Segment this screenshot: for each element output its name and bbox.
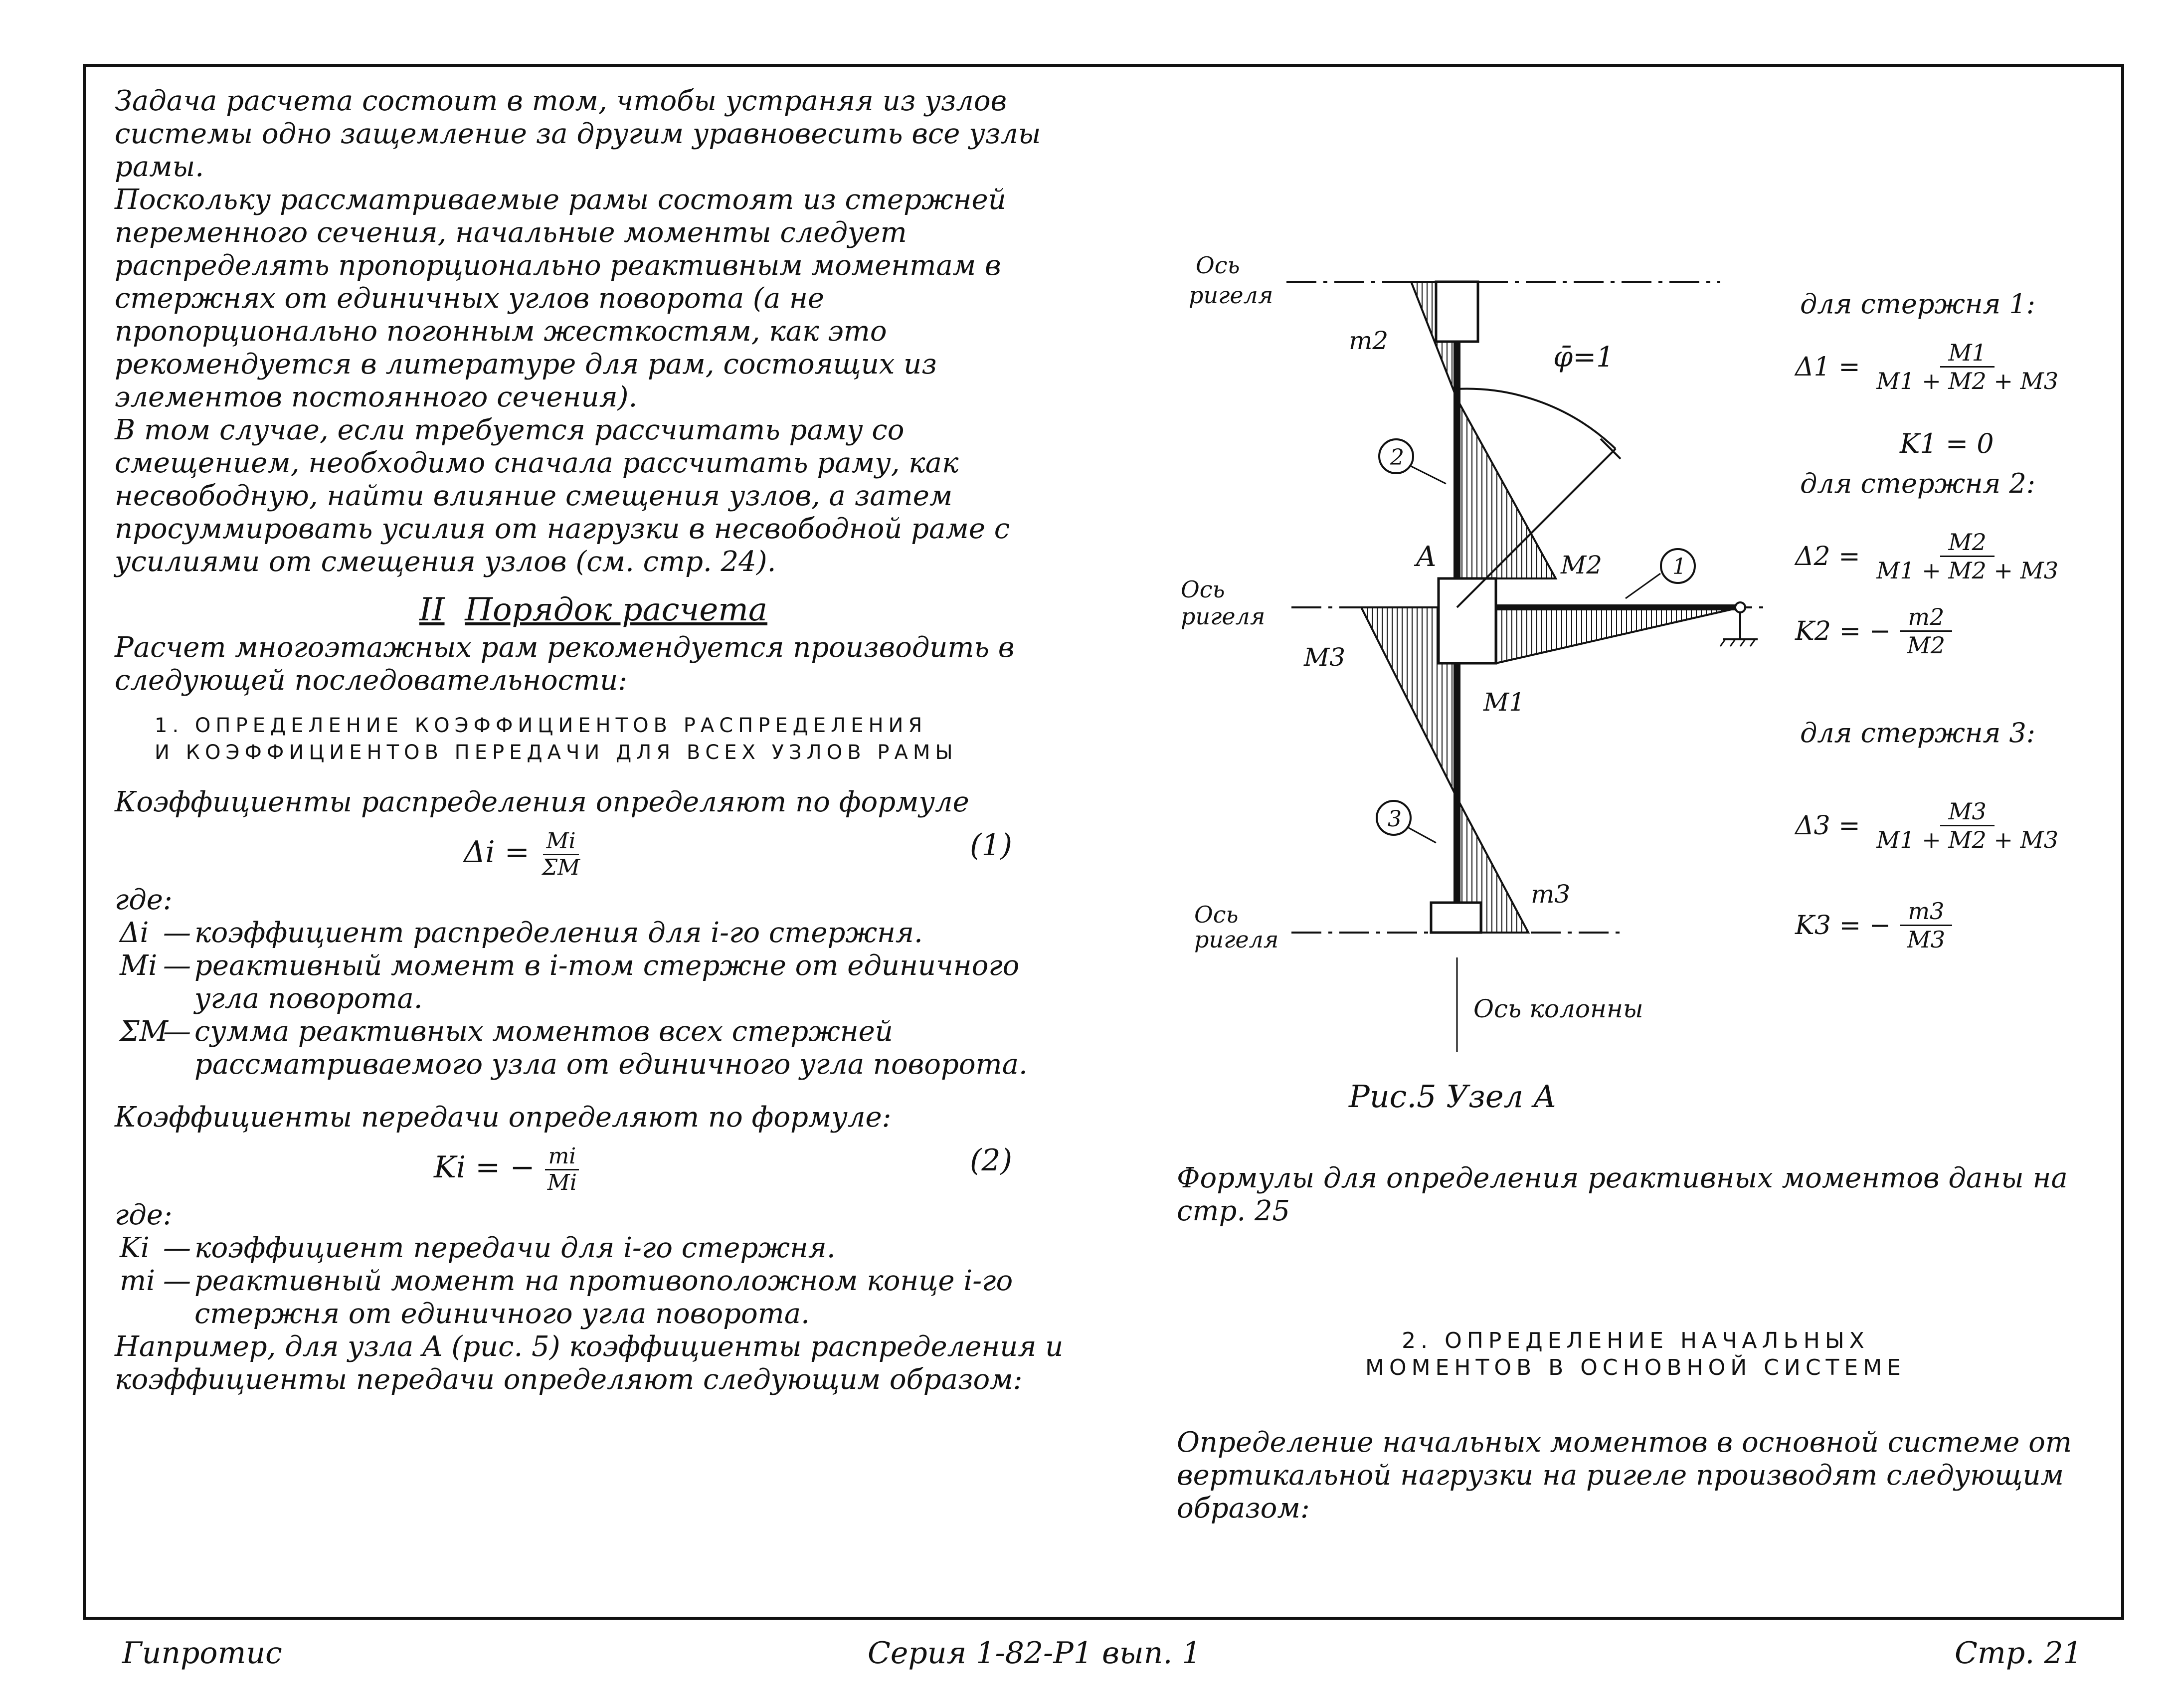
formula-1-numerator: Mi bbox=[543, 829, 578, 855]
definition-row: Ki — коэффициент передачи для i-го стержня. bbox=[120, 1232, 836, 1264]
rod-3-number: 3 bbox=[1388, 806, 1402, 832]
m2-label: M2 bbox=[1561, 551, 1603, 579]
rod-1-heading: для стержня 1: bbox=[1800, 288, 2035, 320]
moment-diagram-m2 bbox=[1457, 399, 1556, 578]
right-column-text bbox=[1177, 1162, 2094, 1525]
axis-label-bot-2: ригеля bbox=[1194, 926, 1279, 953]
m3-small-label: m3 bbox=[1531, 880, 1571, 909]
formula-2-fraction: $\frac{mi}{Mi}$ bbox=[545, 1144, 580, 1195]
top-joint bbox=[1436, 282, 1478, 342]
rod-3-heading: для стержня 3: bbox=[1800, 717, 2035, 749]
node-a-label: A bbox=[1416, 541, 1437, 573]
formula-2-number: (2) bbox=[970, 1143, 1012, 1178]
rod-1-number: 1 bbox=[1672, 554, 1686, 579]
footer-series: Серия 1-82-Р1 вып. 1 bbox=[868, 1636, 1201, 1671]
axis-label-top-1: Ось bbox=[1196, 252, 1240, 279]
rod-2-number: 2 bbox=[1390, 445, 1404, 470]
section-title: Порядок расчета bbox=[465, 591, 768, 628]
definition-row: mi — реактивный момент на противоположном конце i-го стержня от единичного угла поворота. bbox=[120, 1265, 1013, 1330]
footer-organization: Гипротис bbox=[122, 1636, 282, 1671]
variable-section-paragraph: Поскольку рассматриваемые рамы состоят из стержней переменного сечения, начальные моменты следует распределять пропорционально реактивным моментам в стержнях от единичных углов поворота (а не пропорционально погонным жесткостям, как это рекомендуется в литературе для рам, состоящих из элементов постоянного сечения). bbox=[115, 184, 1006, 413]
delta-3-formula: Δ3 = $\frac{M3}{M1 + M2 + M3}$ bbox=[1795, 798, 2058, 853]
definition-row: ΣM — сумма реактивных моментов всех стержней рассматриваемого узла от единичного угла поворота. bbox=[120, 1015, 1028, 1081]
footer-page: Стр. 21 bbox=[1955, 1636, 2082, 1671]
sway-paragraph: В том случае, если требуется рассчитать раму со смещением, необходимо сначала рассчитать раму, как несвободную, найти влияние смещения узлов, а затем просуммировать усилия от нагрузки в несвободной раме с усилиями от смещения узлов (см. стр. 24). bbox=[115, 414, 1010, 578]
distribution-intro: Коэффициенты распределения определяют по формуле bbox=[115, 786, 969, 818]
item1-heading-line1: 1. ОПРЕДЕЛЕНИЕ КОЭФФИЦИЕНТОВ РАСПРЕДЕЛЕНИЯ bbox=[155, 714, 927, 737]
where-label-1: где: bbox=[115, 884, 173, 916]
phi-label: φ̄=1 bbox=[1553, 341, 1614, 374]
pin-support bbox=[1735, 602, 1745, 612]
k3-formula: K3 = − $\frac{m3}{M3}$ bbox=[1795, 898, 1953, 953]
moment-diagram-m1 bbox=[1496, 607, 1740, 663]
example-paragraph: Например, для узла A (рис. 5) коэффициенты распределения и коэффициенты передачи определяют следующим образом: bbox=[115, 1330, 1064, 1396]
k2-formula: K2 = − $\frac{m2}{M2}$ bbox=[1795, 603, 1953, 659]
delta-1-formula: Δ1 = $\frac{M1}{M1 + M2 + M3}$ bbox=[1795, 339, 2058, 394]
delta-2-formula: Δ2 = $\frac{M2}{M1 + M2 + M3}$ bbox=[1795, 529, 2058, 584]
figure-caption: Рис.5 Узел А bbox=[1349, 1078, 1557, 1115]
item1-heading-line2: И КОЭФФИЦИЕНТОВ ПЕРЕДАЧИ ДЛЯ ВСЕХ УЗЛОВ РАМЫ bbox=[155, 741, 958, 764]
section-number: II bbox=[419, 591, 445, 628]
column-axis-label: Ось колонны bbox=[1473, 994, 1643, 1023]
axis-label-mid-2: ригеля bbox=[1181, 603, 1266, 630]
item2-paragraph: Определение начальных моментов в основной системе от вертикальной нагрузки на ригеле производят следующим образом: bbox=[1177, 1426, 2072, 1524]
m3-label: M3 bbox=[1304, 643, 1346, 672]
axis-label-top-2: ригеля bbox=[1189, 282, 1273, 309]
definition-row: Mi — реактивный момент в i-том стержне от единичного угла поворота. bbox=[120, 949, 1020, 1015]
transfer-intro: Коэффициенты передачи определяют по формуле: bbox=[115, 1101, 892, 1134]
axis-label-bot-1: Ось bbox=[1194, 901, 1239, 928]
formula-2-lhs: Ki = − bbox=[434, 1150, 535, 1185]
formula-1-denominator: ΣM bbox=[542, 855, 580, 880]
formula-1-lhs: Δi = bbox=[464, 835, 530, 870]
where-label-2: где: bbox=[115, 1199, 173, 1231]
rod-2-heading: для стержня 2: bbox=[1800, 468, 2035, 499]
item2-heading-line2: МОМЕНТОВ В ОСНОВНОЙ СИСТЕМЕ bbox=[1365, 1355, 1906, 1380]
rotation-arc bbox=[1457, 389, 1616, 449]
intro-paragraph: Задача расчета состоит в том, чтобы устраняя из узлов системы одно защемление за другим уравновесить все узлы рамы. bbox=[115, 85, 1041, 183]
item2-heading-line1: 2. ОПРЕДЕЛЕНИЕ НАЧАЛЬНЫХ bbox=[1402, 1328, 1869, 1353]
m1-label: M1 bbox=[1483, 688, 1525, 717]
axis-label-mid-1: Ось bbox=[1181, 576, 1225, 603]
definition-row: Δi — коэффициент распределения для i-го стержня. bbox=[120, 917, 923, 949]
formulas-note: Формулы для определения реактивных моментов даны на стр. 25 bbox=[1177, 1162, 2068, 1227]
node-a-joint bbox=[1439, 578, 1496, 663]
k1-formula: K1 = 0 bbox=[1900, 428, 1994, 459]
formula-1-number: (1) bbox=[970, 828, 1012, 863]
bottom-joint bbox=[1431, 903, 1481, 933]
m2-small-label: m2 bbox=[1349, 326, 1389, 355]
order-paragraph: Расчет многоэтажных рам рекомендуется производить в следующей последовательности: bbox=[115, 631, 1015, 697]
